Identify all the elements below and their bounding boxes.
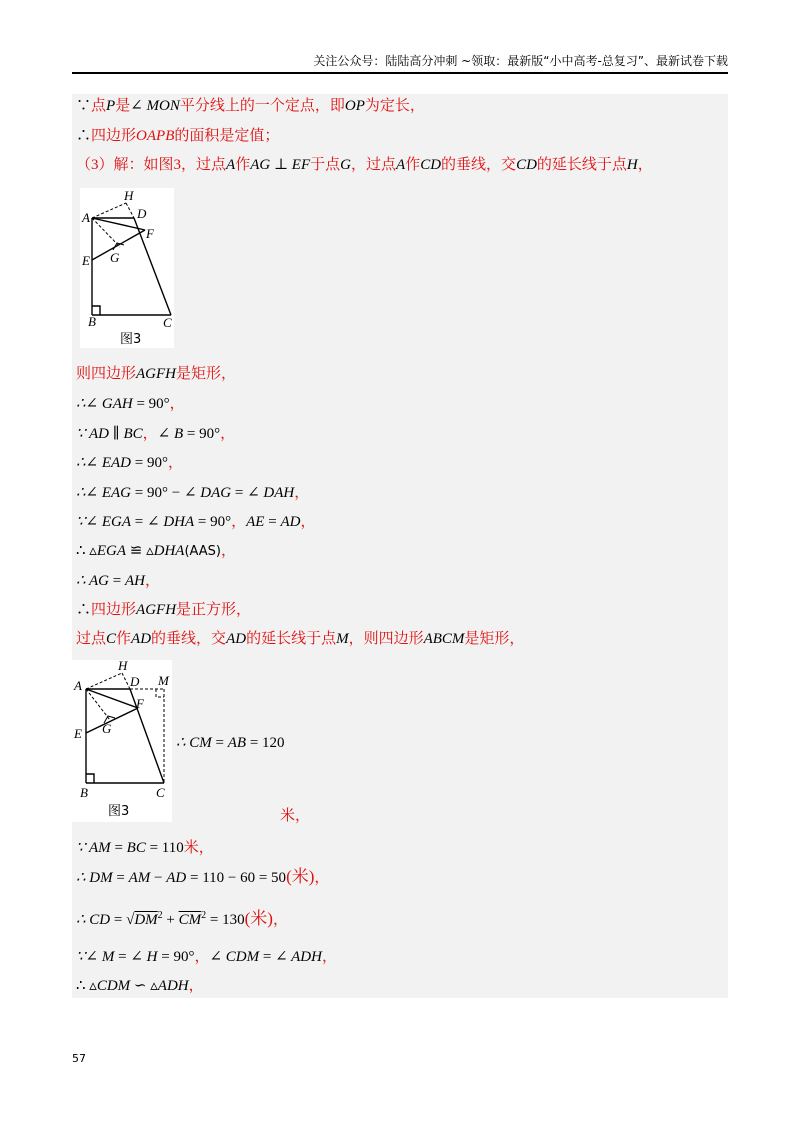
math: AM [128, 870, 151, 886]
math: = 120 [246, 735, 285, 751]
math: ∴ AG [76, 573, 110, 589]
math: (AAS) [184, 544, 221, 559]
math: = 90° [157, 949, 195, 965]
text: 点 [91, 98, 107, 114]
text: ， [637, 157, 653, 173]
math: ABCM [423, 631, 465, 647]
math: = [110, 840, 127, 856]
math: = 90° [194, 514, 232, 530]
text: ， [231, 514, 247, 530]
text: 的面积是定值； [174, 128, 280, 144]
math: ∠ DAG [183, 485, 232, 501]
page-number: 57 [72, 1052, 86, 1065]
therefore-symbol: ∴ [76, 128, 92, 144]
label-M: M [158, 673, 169, 688]
math: = [264, 514, 281, 530]
math: A [226, 157, 236, 173]
math: $\overline{CM}$ [178, 912, 202, 928]
figure-2-diagram [72, 660, 172, 822]
math: + [162, 912, 179, 928]
math: ∵∠ M [76, 949, 115, 965]
text: ， [220, 543, 236, 559]
text: 四边形 [91, 128, 137, 144]
line-19 [76, 947, 337, 967]
label-G: G [102, 721, 112, 736]
math: ∠ MON [130, 98, 180, 114]
line-2 [76, 126, 279, 146]
page-header: 关注公众号：陆陆高分冲刺 ~领取：最新版“小中高考-总复习”、最新试卷下载 [313, 54, 728, 68]
text: 作 [235, 157, 251, 173]
text: ， [142, 426, 158, 442]
math: BC [126, 840, 146, 856]
math: 2 [201, 910, 207, 921]
text: 的延长线于点 [536, 157, 627, 173]
line-9 [76, 512, 315, 532]
text: ，则四边形 [348, 631, 424, 647]
text: 为定长， [364, 98, 425, 114]
math: AGFH [136, 602, 177, 618]
text: ， [188, 978, 204, 994]
text: ， [220, 426, 236, 442]
math: DM [134, 912, 158, 928]
text: （3）解：如图3，过点 [76, 157, 227, 173]
math: = 90° [183, 426, 221, 442]
math: ∴ ▵ [76, 978, 97, 994]
line-10 [76, 541, 236, 562]
math: = [131, 514, 147, 530]
therefore-symbol: ∴ [76, 602, 92, 618]
text: 过点 [76, 631, 107, 647]
math: ∴∠ EAD [76, 455, 132, 471]
math: − [150, 870, 167, 886]
text: 是矩形， [176, 366, 237, 382]
text: ， [168, 455, 184, 471]
math: ∽ ▵ [130, 978, 158, 994]
math: ∠ DHA [147, 514, 195, 530]
label-B: B [88, 314, 96, 329]
figure-1-caption: 图3 [120, 332, 142, 347]
text: ， [169, 396, 185, 412]
label-A: A [74, 678, 82, 693]
label-F: F [136, 696, 144, 711]
text: ，过点 [351, 157, 397, 173]
math: ∠ DAH [247, 485, 295, 501]
math: ∴∠ EAG [76, 485, 132, 501]
text: 作 [405, 157, 421, 173]
text: ， [300, 514, 316, 530]
math: AB [227, 735, 247, 751]
line-20 [76, 976, 204, 996]
line-4 [76, 364, 236, 384]
text: 的延长线于点 [246, 631, 337, 647]
because-symbol: ∵ [76, 98, 92, 114]
math: ∠ ADH [275, 949, 322, 965]
text: 米， [280, 808, 311, 824]
line-7 [76, 453, 183, 473]
text: ， [145, 573, 161, 589]
math: A [396, 157, 406, 173]
line-18 [76, 906, 288, 930]
math: ∴ ▵ [76, 543, 97, 559]
text: 米， [183, 840, 214, 856]
text: ， [321, 949, 337, 965]
math: = 90° [131, 455, 168, 471]
math: ∴ CD [76, 912, 111, 928]
math: = 130 [206, 912, 245, 928]
text: 于点 [310, 157, 341, 173]
line-13 [76, 629, 524, 649]
label-E: E [74, 726, 82, 741]
line-14 [176, 733, 285, 753]
line-8 [76, 483, 309, 503]
figure-1-diagram [80, 188, 174, 348]
math: 2 [157, 910, 163, 921]
text: 则四边形 [76, 366, 137, 382]
line-5 [76, 394, 185, 414]
math: = 110 [145, 840, 184, 856]
line-12 [76, 600, 251, 620]
math: M [336, 631, 349, 647]
math: = 90° − [131, 485, 184, 501]
math: AD [226, 631, 247, 647]
math: ∠ B [157, 426, 184, 442]
math: DHA [153, 543, 185, 559]
math: ∴ CM [176, 735, 212, 751]
math: = √ [110, 912, 135, 928]
line-3 [76, 155, 653, 175]
text: 平分线上的一个定点，即 [179, 98, 345, 114]
math: OP [344, 98, 365, 114]
line-6 [76, 424, 235, 444]
math: = [211, 735, 228, 751]
label-E: E [82, 253, 90, 268]
math: = [231, 485, 248, 501]
line-15 [280, 806, 310, 826]
math: AE [246, 514, 265, 530]
math: = 110 − 60 = 50 [186, 870, 287, 886]
text: 的垂线，交 [441, 157, 517, 173]
header-rule [72, 72, 728, 74]
math: H [626, 157, 638, 173]
text: 是正方形， [176, 602, 252, 618]
text: 作 [116, 631, 132, 647]
text: ， [194, 949, 210, 965]
math: = 90° [132, 396, 170, 412]
figure-2-caption: 图3 [108, 804, 130, 819]
figure-1 [80, 188, 174, 348]
line-1 [76, 96, 425, 116]
text: ， [294, 485, 310, 501]
math: ∴∠ GAH [76, 396, 133, 412]
math: = [114, 949, 131, 965]
solution-content [72, 94, 728, 998]
label-H: H [118, 660, 128, 673]
math: ∴ DM [76, 870, 113, 886]
text: 是矩形， [464, 631, 525, 647]
math: = [112, 870, 129, 886]
text: (米) [244, 909, 273, 928]
label-F: F [146, 226, 154, 241]
math: ≌ ▵ [126, 543, 154, 559]
math: AH [125, 573, 145, 589]
math: ADH [157, 978, 189, 994]
label-H: H [124, 188, 134, 203]
math: CD [516, 157, 537, 173]
label-C: C [163, 315, 172, 330]
label-C: C [156, 785, 165, 800]
math: CD [420, 157, 442, 173]
line-16 [76, 838, 214, 858]
math: AG ⊥ EF [250, 157, 311, 173]
label-B: B [80, 785, 88, 800]
math: G [340, 157, 351, 173]
math: OAPB [136, 128, 175, 144]
math: AD [280, 514, 301, 530]
line-11 [76, 571, 160, 591]
text: (米) [286, 867, 315, 886]
math: C [106, 631, 117, 647]
math: ∵∠ EGA [76, 514, 132, 530]
math: AD [131, 631, 152, 647]
text: 是 [115, 98, 131, 114]
math: ∠ H [130, 949, 158, 965]
label-A: A [82, 210, 90, 225]
label-D: D [137, 206, 147, 221]
math: AD [166, 870, 187, 886]
text: ， [314, 870, 330, 886]
math: EGA [96, 543, 126, 559]
math: ∠ CDM [209, 949, 260, 965]
label-G: G [110, 250, 120, 265]
math: P [106, 98, 116, 114]
math: ∵ AD ∥ BC [76, 426, 143, 442]
math: = [259, 949, 276, 965]
math: ∵ AM [76, 840, 111, 856]
math: AGFH [136, 366, 177, 382]
math: = [109, 573, 125, 589]
text: ， [272, 912, 288, 928]
line-17 [76, 867, 329, 888]
math: CDM [96, 978, 131, 994]
label-D: D [130, 674, 140, 689]
text: 的垂线，交 [151, 631, 227, 647]
figure-2 [72, 660, 172, 822]
text: 四边形 [91, 602, 137, 618]
